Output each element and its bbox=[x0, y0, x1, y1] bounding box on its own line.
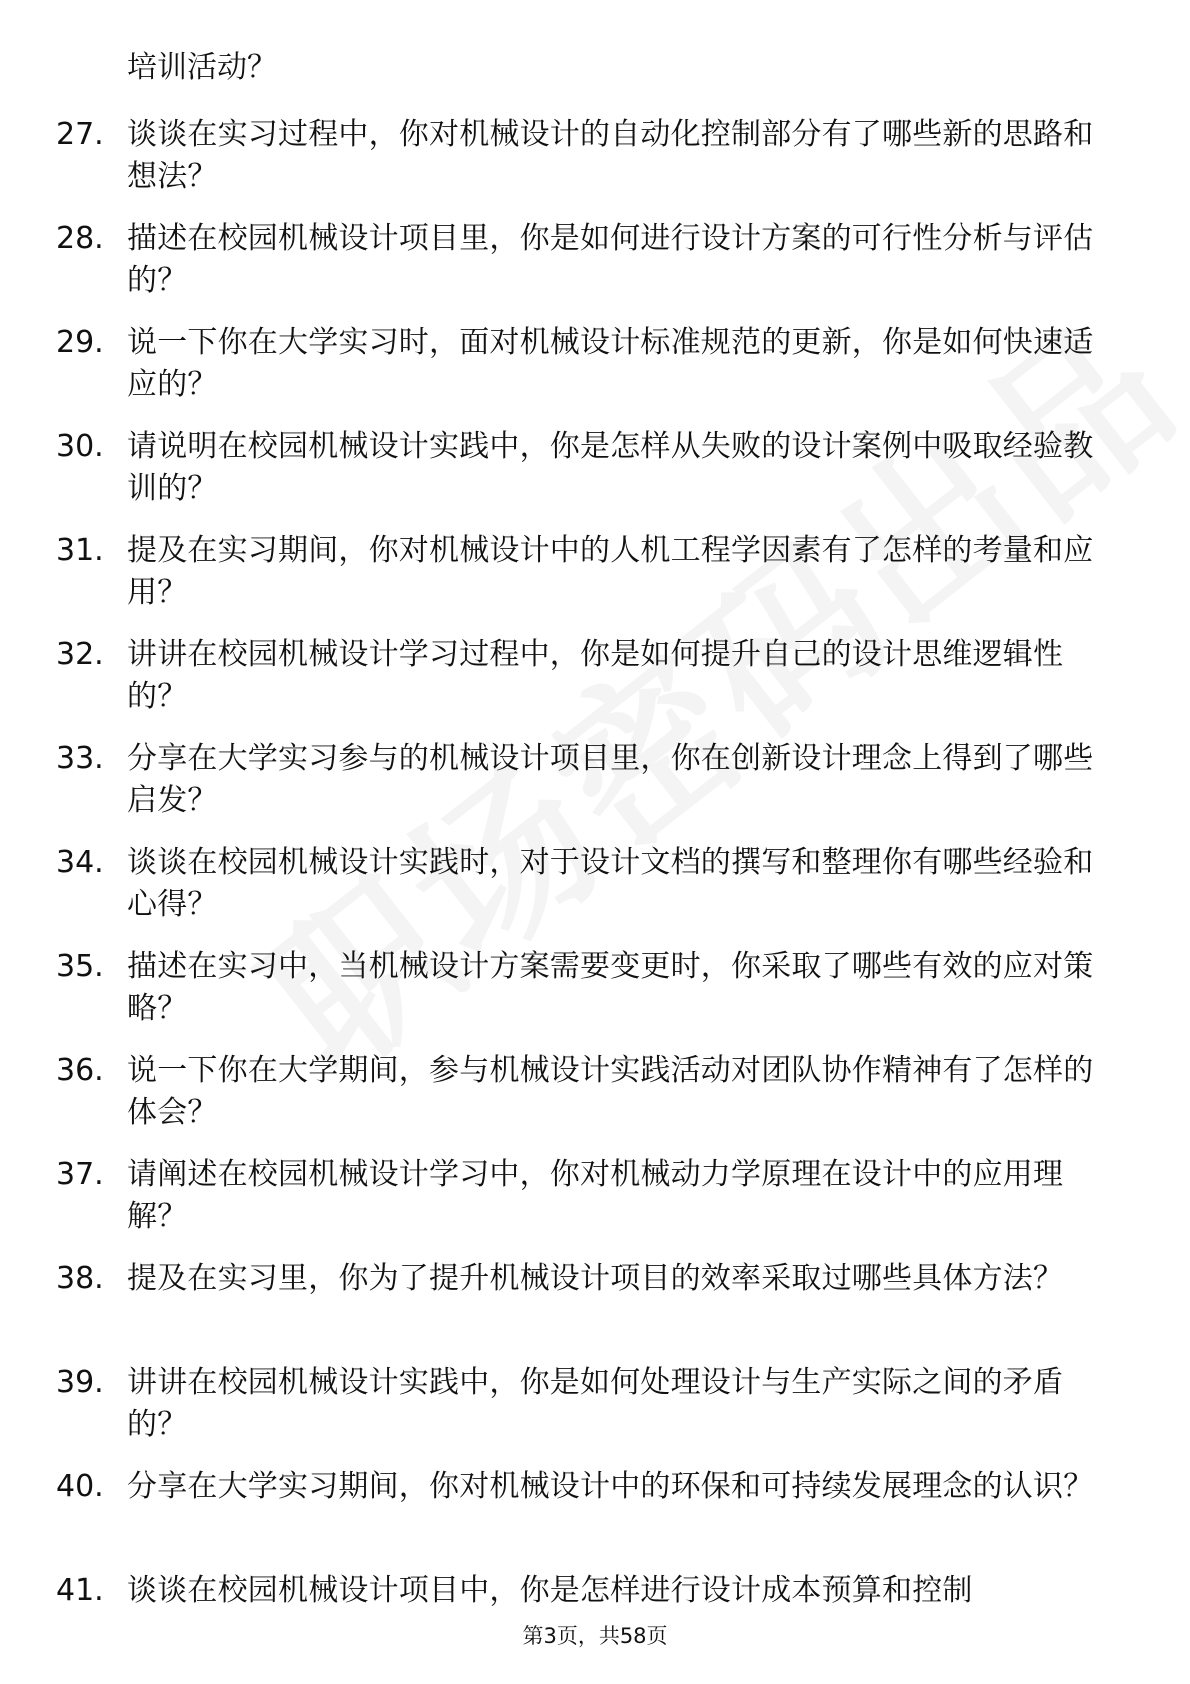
question-number: 35. bbox=[56, 949, 104, 984]
question-text: 说一下你在大学期间，参与机械设计实践活动对团队协作精神有了怎样的体会？ bbox=[127, 1053, 1094, 1130]
question-item bbox=[0, 1050, 1190, 1134]
question-number: 28. bbox=[56, 221, 104, 256]
question-item bbox=[0, 1154, 1190, 1238]
question-text: 讲讲在校园机械设计学习过程中，你是如何提升自己的设计思维逻辑性的？ bbox=[127, 637, 1064, 714]
question-item bbox=[0, 1466, 1190, 1550]
question-text: 讲讲在校园机械设计实践中，你是如何处理设计与生产实际之间的矛盾的？ bbox=[127, 1365, 1064, 1442]
question-item bbox=[0, 114, 1190, 198]
question-text: 请阐述在校园机械设计学习中，你对机械动力学原理在设计中的应用理解？ bbox=[127, 1157, 1064, 1234]
question-number: 40. bbox=[56, 1469, 104, 1504]
question-item bbox=[0, 634, 1190, 718]
question-text: 说一下你在大学实习时，面对机械设计标准规范的更新，你是如何快速适应的？ bbox=[127, 325, 1094, 402]
question-list bbox=[0, 114, 1190, 1674]
question-item bbox=[0, 1362, 1190, 1446]
question-text: 分享在大学实习期间，你对机械设计中的环保和可持续发展理念的认识？ bbox=[127, 1469, 1094, 1504]
question-number: 32. bbox=[56, 637, 104, 672]
question-number: 29. bbox=[56, 325, 104, 360]
question-text: 谈谈在校园机械设计实践时，对于设计文档的撰写和整理你有哪些经验和心得？ bbox=[127, 845, 1094, 922]
question-number: 38. bbox=[56, 1261, 104, 1296]
question-item bbox=[0, 218, 1190, 302]
question-number: 33. bbox=[56, 741, 104, 776]
question-text: 谈谈在校园机械设计项目中，你是怎样进行设计成本预算和控制 bbox=[127, 1573, 973, 1608]
question-number: 39. bbox=[56, 1365, 104, 1400]
question-number: 27. bbox=[56, 117, 104, 152]
question-number: 37. bbox=[56, 1157, 104, 1192]
question-item bbox=[0, 738, 1190, 822]
question-number: 41. bbox=[56, 1573, 104, 1608]
question-number: 31. bbox=[56, 533, 104, 568]
question-item bbox=[0, 322, 1190, 406]
continued-question-text: 培训活动？ bbox=[127, 50, 277, 85]
question-text: 描述在实习中，当机械设计方案需要变更时，你采取了哪些有效的应对策略？ bbox=[127, 949, 1094, 1026]
question-text: 分享在大学实习参与的机械设计项目里，你在创新设计理念上得到了哪些启发？ bbox=[127, 741, 1094, 818]
question-number: 36. bbox=[56, 1053, 104, 1088]
page-footer bbox=[0, 1621, 1190, 1651]
question-item bbox=[0, 426, 1190, 510]
question-text: 请说明在校园机械设计实践中，你是怎样从失败的设计案例中吸取经验教训的？ bbox=[127, 429, 1094, 506]
question-item bbox=[0, 1258, 1190, 1342]
question-item bbox=[0, 530, 1190, 614]
question-text: 提及在实习里，你为了提升机械设计项目的效率采取过哪些具体方法？ bbox=[127, 1261, 1064, 1296]
question-text: 谈谈在实习过程中，你对机械设计的自动化控制部分有了哪些新的思路和想法？ bbox=[127, 117, 1094, 194]
question-number: 34. bbox=[56, 845, 104, 880]
page-number-label: 第3页，共58页 bbox=[522, 1624, 668, 1648]
question-number: 30. bbox=[56, 429, 104, 464]
question-text: 提及在实习期间，你对机械设计中的人机工程学因素有了怎样的考量和应用？ bbox=[127, 533, 1094, 610]
question-text: 描述在校园机械设计项目里，你是如何进行设计方案的可行性分析与评估的？ bbox=[127, 221, 1094, 298]
question-item bbox=[0, 946, 1190, 1030]
question-item bbox=[0, 842, 1190, 926]
